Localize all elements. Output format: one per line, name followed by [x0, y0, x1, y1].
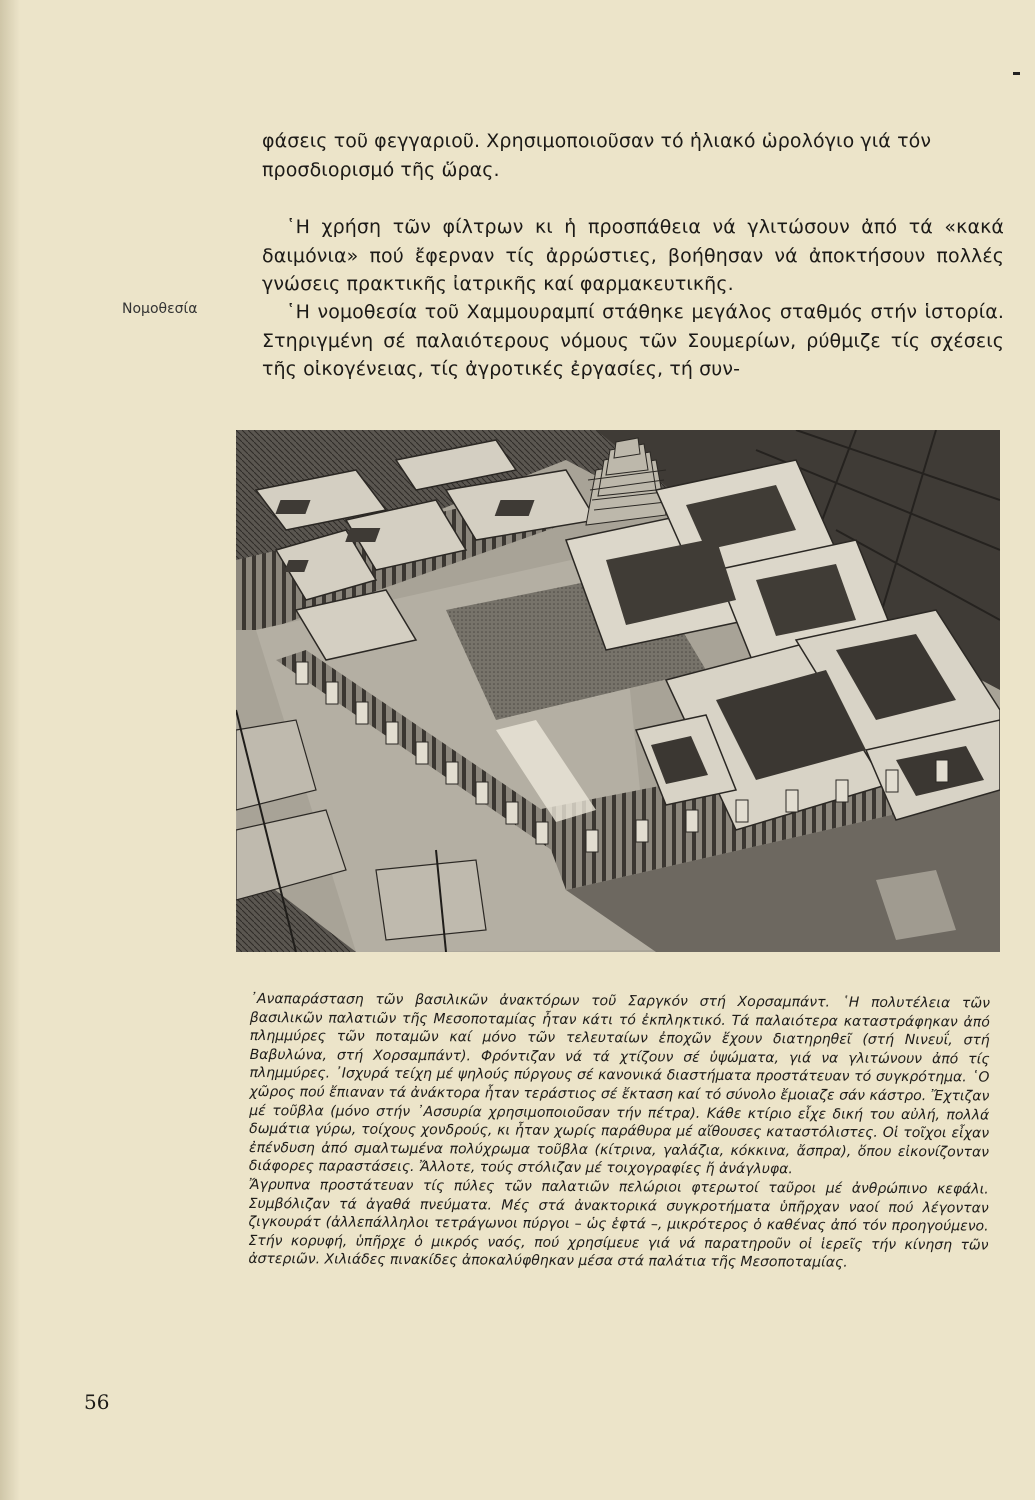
- print-mark: [1013, 72, 1020, 75]
- caption-paragraph-2: Ἄγρυπνα προστάτευαν τίς πύλες τῶν παλατιῶν πελώριοι φτερωτοί ταῦροι μέ ἀνθρώπινο κεφάλι. Συμβόλιζαν τά ἀγαθά πνεύματα. Μές στά ἀνακτορικά συγκροτήματα ὑπῆρχαν ναοί πού λέγονταν ζιγκουράτ (ἀλλεπάλληλοι τετράγωνοι πύργοι – ὡς ἑφτά –, μικρότερος ὁ καθένας ἀπό τόν προηγούμενο. Στήν κορυφή, ὑπῆρχε ὁ μικρός ναός, πού χρησίμευε γιά νά παρατηροῦν οἱ ἱερεῖς τήν κίνηση τῶν ἀστεριῶν. Χιλιάδες πινακίδες ἀποκαλύφθηκαν μέσα στά παλάτια τῆς Μεσοποταμίας.: [248, 1176, 989, 1271]
- page-gutter-shadow: [0, 0, 20, 1500]
- page-number: 56: [84, 1390, 110, 1414]
- paragraph-3: ῾Η νομοθεσία τοῦ Χαμμουραμπί στάθηκε μεγάλος σταθμός στήν ἱστορία. Στηριγμένη σέ παλαιότερους νόμους τῶν Σουμερίων, ρύθμιζε τίς σχέσεις τῆς οἰκογένειας, τίς ἀγροτικές ἐργασίες, τή συν-: [262, 301, 1004, 380]
- paragraph-2: ῾Η χρήση τῶν φίλτρων κι ἡ προσπάθεια νά γλιτώσουν ἀπό τά «κακά δαιμόνια» πού ἔφερναν τίς ἀρρώστιες, βοήθησαν νά ἀποκτήσουν πολλές γνώσεις πρακτικῆς ἰατρικῆς καί φαρμακευτικῆς.: [262, 216, 1004, 295]
- palace-drawing: [236, 430, 1000, 952]
- margin-note-legislation: Νομοθεσία: [122, 301, 198, 317]
- figure-caption: [248, 990, 990, 1273]
- caption-paragraph-1: ᾿Αναπαράσταση τῶν βασιλικῶν ἀνακτόρων τοῦ Σαργκόν στή Χορσαμπάντ. ῾Η πολυτέλεια τῶν βασιλικῶν παλατιῶν τῆς Μεσοποταμίας ἦταν κάτι τό ἐκπληκτικό. Τά παλαιότερα καταστράφηκαν ἀπό πλημμύρες τῶν ποταμῶν καί μόνο τῶν τελευταίων ἐποχῶν ἔχουν διατηρηθεῖ (στή Νινευΐ, στή Βαβυλώνα, στή Χορσαμπάντ). Φρόντιζαν νά τά χτίζουν σέ ὑψώματα, γιά να γλιτώνουν ἀπό τίς πλημμύρες. ᾿Ισχυρά τείχη μέ ψηλούς πύργους σέ κανονικά διαστήματα προστάτευαν τό συγκρότημα. ῾Ο χῶρος πού ἔπιαναν τά ἀνάκτορα ἦταν τεράστιος σέ ἔκταση καί τό σύνολο ἔμοιαζε σάν κάστρο. Ἔχτιζαν μέ τοῦβλα (μόνο στήν ᾿Ασσυρία χρησιμοποιοῦσαν τήν πέτρα). Κάθε κτίριο εἶχε δική του αὐλή, πολλά δωμάτια γύρω, τοίχους χονδρούς, κι ἦταν χωρίς παράθυρα μέ αἴθουσες καταστόλιστες. Οἱ τοῖχοι εἶχαν ἐπένδυση ἀπό σμαλτωμένα πολύχρωμα τοῦβλα (κίτρινα, γαλάζια, κόκκινα, ἄσπρα), ὅπου εἰκονίζονταν διάφορες παραστάσεις. Ἄλλοτε, τούς στόλιζαν μέ τοιχογραφίες ἤ ἀνάγλυφα.: [248, 991, 990, 1178]
- palace-illustration: [236, 430, 1000, 952]
- paragraph-1: φάσεις τοῦ φεγγαριοῦ. Χρησιμοποιοῦσαν τό ἡλιακό ὡρολόγιο γιά τόν προσδιορισμό τῆς ὥρας.: [262, 130, 932, 181]
